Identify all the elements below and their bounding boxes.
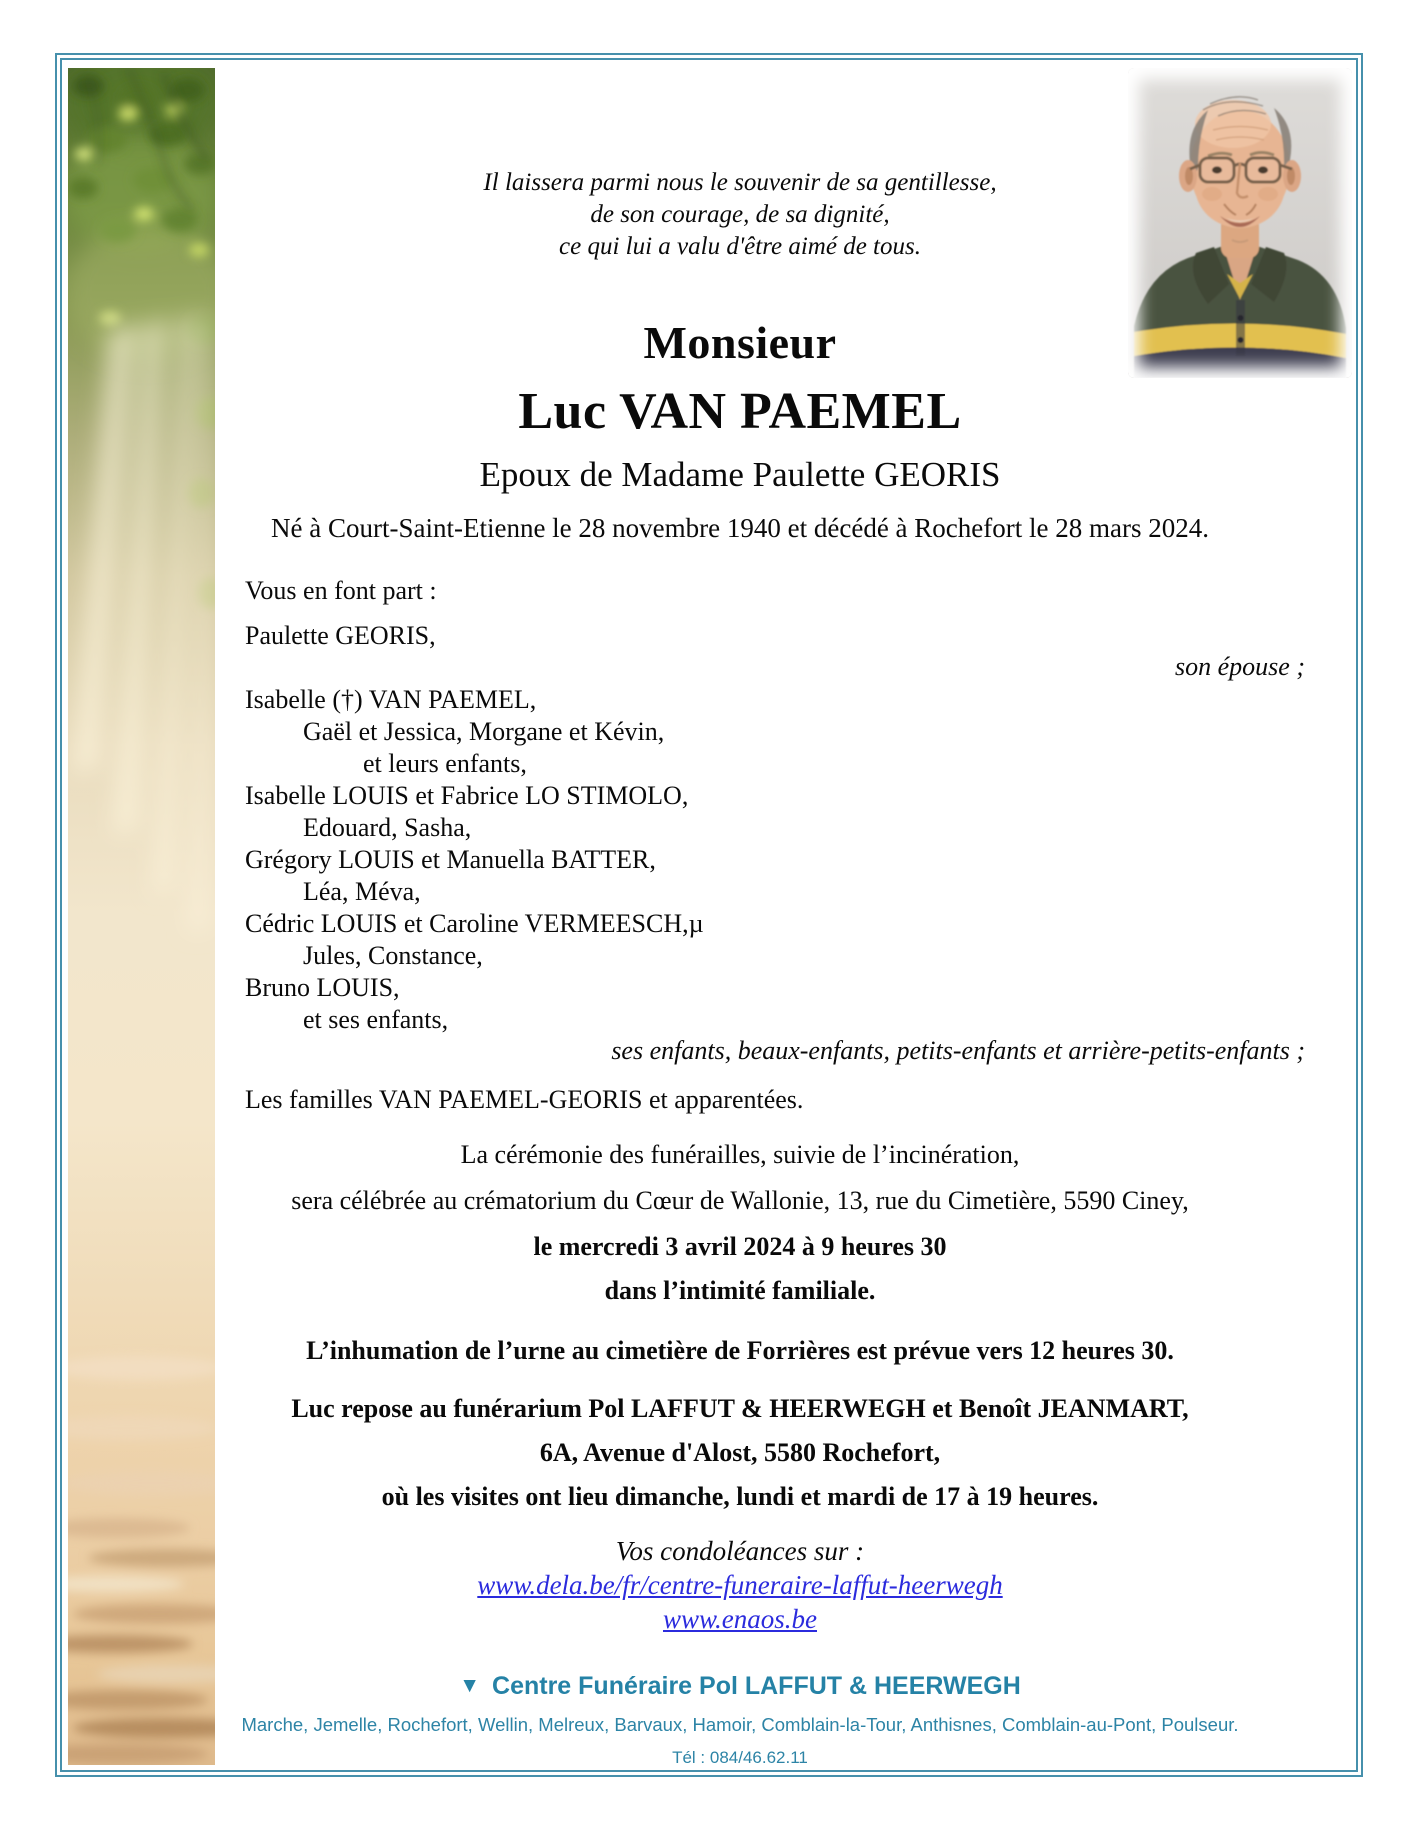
memorial-quote [215, 167, 1265, 263]
condolences-label: Vos condoléances sur : [615, 1536, 865, 1566]
quote-line: ce qui lui a valu d'être aimé de tous. [559, 233, 921, 260]
spouse-role: son épouse ; [1175, 652, 1305, 681]
funeral-home-title [215, 1672, 1265, 1701]
quote-line: de son courage, de sa dignité, [590, 201, 890, 228]
family-line: et ses enfants, [303, 1005, 449, 1034]
condolences-link-enaos[interactable]: www.enaos.be [663, 1604, 817, 1634]
family-line: Grégory LOUIS et Manuella BATTER, [245, 845, 656, 874]
ceremony-line-2: sera célébrée au crématorium du Cœur de Wallonie, 13, rue du Cimetière, 5590 Ciney, [291, 1186, 1189, 1215]
forest-path-photo [68, 68, 215, 1765]
family-line: Isabelle (†) VAN PAEMEL, [245, 685, 537, 714]
funeral-home-locations: Marche, Jemelle, Rochefort, Wellin, Melreux, Barvaux, Hamoir, Comblain-la-Tour, Anthisnes, Comblain-au-Pont, Poulseur. [241, 1714, 1239, 1735]
repose-address: 6A, Avenue d'Alost, 5580 Rochefort, [539, 1438, 941, 1467]
family-line: et leurs enfants, [363, 749, 527, 778]
ceremony-line-1: La cérémonie des funérailles, suivie de l’incinération, [460, 1140, 1020, 1169]
family-line: Léa, Méva, [303, 877, 421, 906]
inhumation-line: L’inhumation de l’urne au cimetière de Forrières est prévue vers 12 heures 30. [306, 1336, 1174, 1365]
ceremony-privacy: dans l’intimité familiale. [604, 1276, 876, 1305]
quote-line: Il laissera parmi nous le souvenir de sa gentillesse, [483, 169, 997, 196]
deceased-civility: Monsieur [643, 317, 837, 368]
family-line: Jules, Constance, [303, 941, 483, 970]
spouse-name: Paulette GEORIS, [245, 621, 436, 650]
family-line: Gaël et Jessica, Morgane et Kévin, [303, 717, 665, 746]
triangle-logo-icon: ▼ [459, 1674, 481, 1697]
life-dates: Né à Court-Saint-Etienne le 28 novembre 1940 et décédé à Rochefort le 28 mars 2024. [271, 513, 1209, 543]
announcement-intro: Vous en font part : [245, 576, 437, 605]
deceased-name: Luc VAN PAEMEL [518, 383, 962, 440]
family-role: ses enfants, beaux-enfants, petits-enfants et arrière-petits-enfants ; [611, 1036, 1305, 1065]
families-line: Les familles VAN PAEMEL-GEORIS et apparentées. [245, 1085, 804, 1114]
ceremony-date-time: le mercredi 3 avril 2024 à 9 heures 30 [533, 1232, 947, 1261]
family-line: Edouard, Sasha, [303, 813, 472, 842]
visit-hours: où les visites ont lieu dimanche, lundi et mardi de 17 à 19 heures. [381, 1482, 1099, 1511]
deceased-relation: Epoux de Madame Paulette GEORIS [479, 455, 1001, 494]
family-line: Cédric LOUIS et Caroline VERMEESCH,µ [245, 909, 704, 938]
family-line: Bruno LOUIS, [245, 973, 400, 1002]
family-list [245, 684, 1305, 1036]
funeral-home-name: Centre Funéraire Pol LAFFUT & HEERWEGH [492, 1672, 1021, 1700]
funeral-home-phone: Tél : 084/46.62.11 [672, 1748, 808, 1767]
family-line: Isabelle LOUIS et Fabrice LO STIMOLO, [245, 781, 689, 810]
repose-line-1: Luc repose au funérarium Pol LAFFUT & HEERWEGH et Benoît JEANMART, [291, 1394, 1189, 1423]
condolences-link-dela[interactable]: www.dela.be/fr/centre-funeraire-laffut-heerwegh [477, 1570, 1003, 1600]
